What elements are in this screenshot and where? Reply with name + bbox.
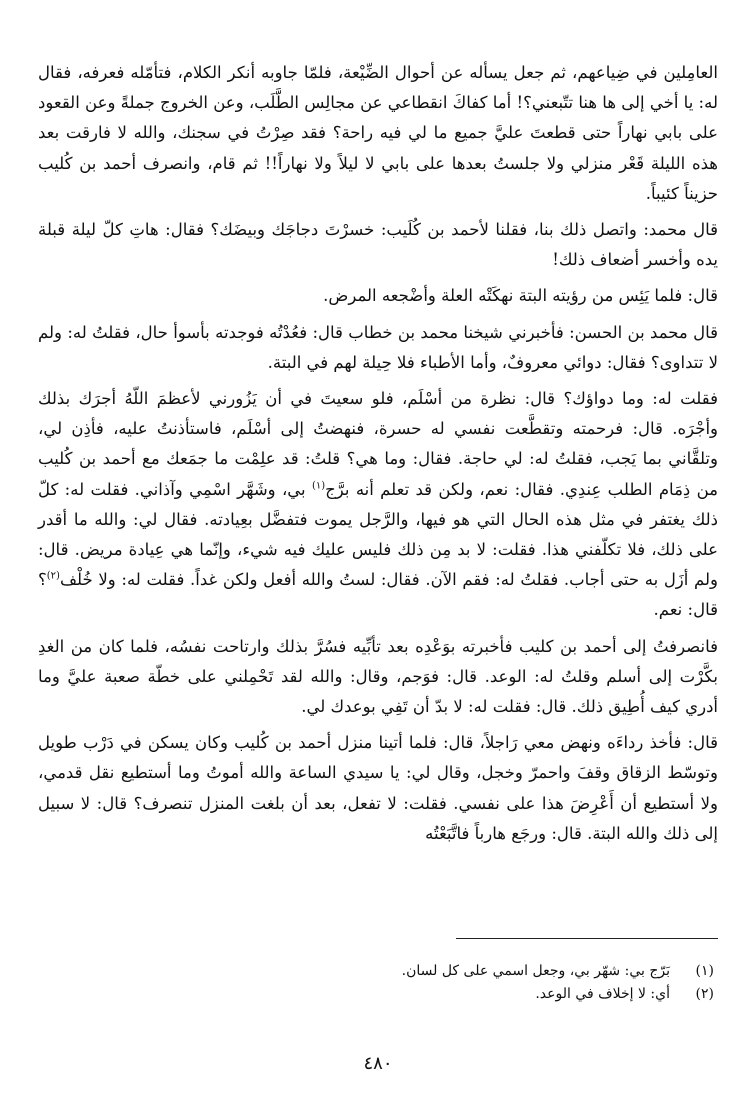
paragraph: قال: فأخذ رداءَه ونهض معي رَاجلاً، قال: فلما أتينا منزل أحمد بن كُليب وكان يسكن في دَرْب طويل وتوسّط الزقاق وقفَ واحمرّ وخجل، وقال لي: يا سيدي الساعة والله أموتُ وما أستطيع نقل قدمي، ولا أستطيع أن أَعْرِضَ هذا على نفسي. فقلت: لا تفعل، بعد أن بلغت المنزل تنصرف؟ قال: لا سبيل إلى ذلك والله البتة. قال: ورجَع هارباً فاتَّبَعْتُه xyxy=(38,733,718,843)
page-number: ٤٨٠ xyxy=(363,1053,393,1074)
paragraph: العامِلين في ضِياعهم، ثم جعل يسأله عن أحوال الضِّيْعة، فلمّا جاوبه أنكر الكلام، فتأمّله فعرفه، فقال له: يا أخي إلى ها هنا تتّبعني؟! أما كفاكَ انقطاعي عن مجالِس الطَّلَب، وعن الخروج جملةً وعن القعود على بابي نهاراً حتى قطعتَ عليَّ جميع ما لي فيه راحة؟ فقد صِرْتُ في سجنك، والله لا فارقت بعد هذه الليلة قَعْر منزلي ولا جلستُ بعدها على بابي لا ليلاً ولا نهاراً!! ثم قام، وانصرف أحمد بن كُليب حزيناً كئيباً. xyxy=(38,63,718,203)
paragraph: فقلت له: وما دواؤك؟ قال: نظرة من أسْلَم، فلو سعيتَ في أن يَزُورني لأعظمَ اللّهُ أجرَك بذلك وأجْرَه. قال: فرحمته وتقطَّعت نفسي له حسرة، فنهضتُ إلى أسْلَم، فاستأذنتُ عليه، فأذِن لي، وتلقَّاني بما يَجب، فقلتُ له: لي حاجة. فقال: وما هي؟ قلتُ: قد علِمْت ما جمَعك مع أحمد بن كُليب من ذِمَام الطلب عِندِي. فقال: نعم، ولكن قد تعلم أنه برَّج$^{(١)}$ بي، وشَهَّر اسْمِي وآذاني. فقلت له: كلّ ذلك يغتفر في مثل هذه الحال التي هو فيها، والرَّجل يموت فتفضَّل بعِيادته. فقال لي: والله ما أقدر على ذلك، فلا تكلّفني هذا. فقلت: لا بد مِن ذلك فليس عليك فيه شيء، وإنّما هي عِيادة مريض. قال: ولم أزَل به حتى أجاب. فقلتُ له: فقم الآن. فقال: لستُ والله أفعل ولكن غداً. فقلت له: ولا خُلْف$^{(٢)}$؟ قال: نعم. xyxy=(38,389,718,620)
main-text xyxy=(38,58,718,855)
paragraph: قال محمد: واتصل ذلك بنا، فقلنا لأحمد بن كُلَيب: خسرْتَ دجاجَك وبيضَك؟ فقال: هاتِ كلّ ليلة قبلة يده وأخسر أضعاف ذلك! xyxy=(38,220,718,270)
paragraph: قال محمد بن الحسن: فأخبرني شيخنا محمد بن خطاب قال: فعُدْتُه فوجدته بأسوأ حال، فقلتُ له: ولم لا تتداوى؟ فقال: دوائي معروفٌ، وأما الأطباء فلا حِيلة لهم في البتة. xyxy=(38,322,718,372)
paragraph: قال: فلما يَئِس من رؤيته البتة نهكَتْه العلة وأضْجعه المرض. xyxy=(323,286,718,306)
footnote-ref: (٢) xyxy=(46,570,60,582)
footnote-item xyxy=(38,960,718,983)
footnotes xyxy=(38,960,718,1006)
footnote-text: بَرّج بي: شهّر بي، وجعل اسمي على كل لسان. xyxy=(401,963,670,979)
footnote-number: (٢) xyxy=(695,986,714,1002)
footnote-ref: (١) xyxy=(311,480,326,492)
paragraph: فانصرفتُ إلى أحمد بن كليب فأخبرته بوَعْدِه بعد تأبِّيه فسُرَّ بذلك وارتاحت نفسُه، فلما كان من الغدِ بكَّرْت إلى أسلم وقلتُ له: الوعد. قال: فوَجم، وقال: والله لقد تَحْمِلني على خطّة صعبة عليَّ وما أدري كيف أُطِيق ذلك. قال: فقلت له: لا بدّ أن تَفِي بوعدك لي. xyxy=(38,636,718,717)
footnote-text: أي: لا إخلاف في الوعد. xyxy=(535,986,670,1002)
footnote-item xyxy=(38,983,718,1006)
footnote-divider xyxy=(456,938,718,939)
footnote-number: (١) xyxy=(695,963,714,979)
